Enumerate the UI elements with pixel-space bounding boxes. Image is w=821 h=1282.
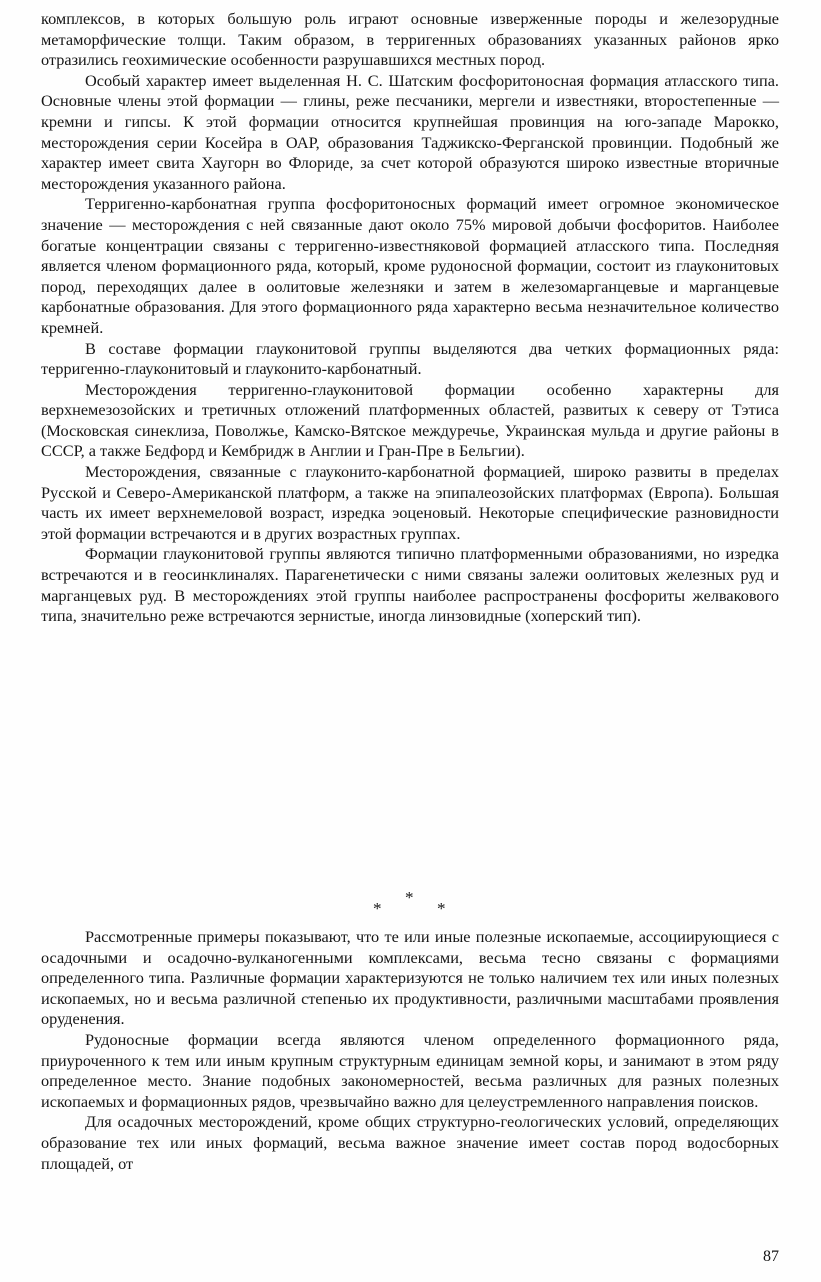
paragraph: Формации глауконитовой группы являются типично платформенными образованиями, но изредка встречаются и в геосинклиналях. Парагенетически с ними связаны залежи оолитовых железных руд и марганцевых руд. В месторождениях этой группы наиболее распространены фосфориты желвакового типа, значительно реже встречаются зернистые, иногда линзовидные (хоперский тип). [41, 544, 779, 626]
paragraph: Для осадочных месторождений, кроме общих структурно-геологических условий, определяющих образование тех или иных формаций, весьма важное значение имеет состав пород водосборных площадей, от [41, 1112, 779, 1173]
main-text-bottom [41, 927, 779, 1174]
paragraph: Месторождения, связанные с глауконито-карбонатной формацией, широко развиты в пределах Русской и Северо-Американской платформ, а также на эпипалеозойских платформах (Европа). Большая часть их имеет верхнемеловой возраст, изредка эоценовый. Некоторые специфические разновидности этой формации встречаются и в других возрастных группах. [41, 462, 779, 543]
paragraph: Месторождения терригенно-глауконитовой формации особенно характерны для верхнемезозойских и третичных отложений платформенных областей, развитых к северу от Тэтиса (Московская синеклиза, Поволжье, Камско-Вятское междуречье, Украинская мульда и другие районы в СССР, а также Бедфорд и Кембридж в Англии и Гран-Пре в Бельгии). [41, 379, 779, 461]
paragraph: Рудоносные формации всегда являются членом определенного формационного ряда, приуроченного к тем или иным крупным структурным единицам земной коры, и занимают в этом ряду определенное место. Знание подобных закономерностей, весьма различных для разных полезных ископаемых и формационных рядов, чрезвычайно важно для целеустремленного направления поисков. [41, 1029, 779, 1111]
asterisk: * [373, 899, 382, 918]
paragraph: комплексов, в которых большую роль играют основные изверженные породы и железорудные метаморфические толщи. Таким образом, в терригенных образованиях указанных районов ярко отразились геохимические особенности разрушавшихся местных пород. [41, 9, 779, 70]
section-separator [0, 888, 821, 918]
paragraph: Рассмотренные примеры показывают, что те или иные полезные ископаемые, ассоциирующиеся с осадочными и осадочно-вулканогенными комплексами, весьма тесно связаны с формациями определенного типа. Различные формации характеризуются не только наличием тех или иных полезных ископаемых, но и весьма различной степенью их продуктивности, различными масштабами проявления оруденения. [41, 927, 779, 1029]
page-number: 87 [763, 1248, 779, 1265]
paragraph: Терригенно-карбонатная группа фосфоритоносных формаций имеет огромное экономическое значение — месторождения с ней связанные дают около 75% мировой добычи фосфоритов. Наиболее богатые концентрации связаны с терригенно-известняковой формацией атласского типа. Последняя является членом формационного ряда, который, кроме рудоносной формации, состоит из глауконитовых пород, переходящих далее в оолитовые железняки и затем в железомарганцевые и марганцевые карбонатные образования. Для этого формационного ряда характерно весьма незначительное количество кремней. [41, 194, 779, 337]
asterisk: * [437, 899, 446, 918]
paragraph: В составе формации глауконитовой группы выделяются два четких формационных ряда: терригенно-глауконитовый и глауконито-карбонатный. [41, 338, 779, 379]
asterisk: * [405, 888, 414, 907]
paragraph: Особый характер имеет выделенная Н. С. Шатским фосфоритоносная формация атласского типа. Основные члены этой формации — глины, реже песчаники, мергели и известняки, второстепенные — кремни и гипсы. К этой формации относится крупнейшая провинция на юго-западе Марокко, месторождения серии Косейра в ОАР, образования Таджикско-Ферганской провинции. Подобный же характер имеет свита Хаугорн во Флориде, за счет которой образуются широко известные вторичные месторождения указанного района. [41, 70, 779, 193]
main-text-top [41, 9, 779, 627]
